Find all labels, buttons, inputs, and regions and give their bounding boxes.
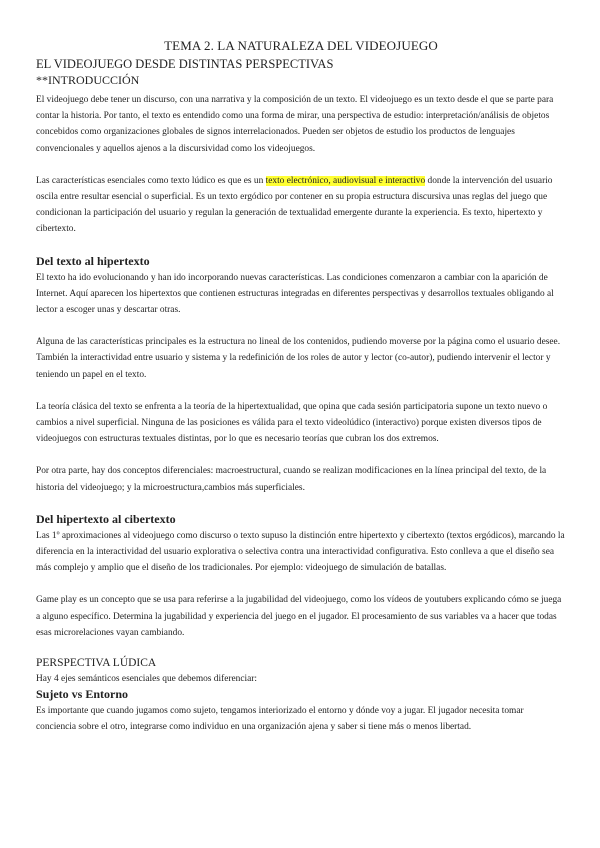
paragraph-sujeto: Es importante que cuando jugamos como sujeto, tengamos interiorizado el entorno y dónde voy a jugar. El jugador necesita tomar conciencia sobre el otro, integrarse como individuo en una organización ajena y saber si tiene más o menos libertad.	[36, 706, 524, 733]
paragraph-cibertexto-1: Las 1º aproximaciones al videojuego como discurso o texto supuso la distinción entre hipertexto y cibertexto (textos ergódicos), marcando la diferencia en la interactividad del usuario explorativa o selectiva contra una interactividad configurativa. Esto conlleva a que el diseño sea más complejo y amplio que el diseño de los tradicionales. Por ejemplo: videojuego de simulación de batallas.	[36, 530, 565, 574]
paragraph-intro: El videojuego debe tener un discurso, con una narrativa y la composición de un texto. El videojuego es un texto desde el que se parte para contar la historia. Por tanto, el texto es entendido como una forma de mirar, una perspectiva de estudio: interpretación/análisis de objetos concebidos como organizaciones globales de signos interrelacionados. Pueden ser objetos de estudio los productos de lenguajes convencionales y aquellos ajenos a la discursividad como los videojuegos.	[36, 95, 554, 154]
section-heading-sujeto: Sujeto vs Entorno	[36, 687, 129, 702]
section-heading-cibertexto: Del hipertexto al cibertexto	[36, 511, 176, 526]
paragraph-hipertexto-3: La teoría clásica del texto se enfrenta a la teoría de la hipertextualidad, que opina que cada sesión participatoria supone un texto nuevo o cambios a nivel superficial. Ninguna de las posiciones es válida para el texto videolúdico (interactivo) porque existen diversos tipos de videojuegos con estructuras textuales distintas, por lo que es necesario teorías que cubran los dos extremos.	[36, 401, 548, 445]
paragraph-characteristics	[36, 173, 566, 238]
highlighted-text: texto electrónico, audiovisual e interactivo	[265, 175, 426, 186]
paragraph-hipertexto-2: Alguna de las características principales es la estructura no lineal de los contenidos, pudiendo moverse por la página como el usuario desee. También la interactividad entre usuario y sistema y la redefinición de los roles de autor y lector (co-autor), pudiendo intervenir el lector y teniendo un papel en el texto.	[36, 337, 561, 380]
paragraph-hipertexto-4: Por otra parte, hay dos conceptos diferenciales: macroestructural, cuando se realizan modificaciones en la línea principal del texto, de la historia del videojuego; y la microestructura,cambios más superficiales.	[36, 466, 547, 493]
paragraph-ludica: Hay 4 ejes semánticos esenciales que debemos diferenciar:	[36, 674, 258, 685]
document-subtitle: EL VIDEOJUEGO DESDE DISTINTAS PERSPECTIVAS	[36, 57, 334, 71]
paragraph-text: donde la intervención del usuario oscila entre resultar esencial o superficial. Es un texto ergódico por contener en su propia estructura discursiva unas reglas del juego que condicionan la participación del usuario y regulan la generación de textualidad emergente durante la experiencia. Es texto, hipertexto y cibertexto.	[36, 175, 553, 235]
paragraph-text: Las características esenciales como texto lúdico es que es un	[36, 175, 266, 186]
section-heading-hipertexto: Del texto al hipertexto	[36, 253, 150, 268]
document-page	[36, 38, 566, 736]
paragraph-hipertexto-1: El texto ha ido evolucionando y han ido incorporando nuevas características. Las condiciones comenzaron a cambiar con la aparición de Internet. Aquí aparecen los hipertextos que contienen estructuras integradas en diferentes perspectivas y desarrollos textuales obligando al lector a escoger unas y descartar otras.	[36, 272, 554, 316]
document-title: TEMA 2. LA NATURALEZA DEL VIDEOJUEGO	[164, 38, 438, 53]
section-heading-ludica: PERSPECTIVA LÚDICA	[36, 657, 157, 670]
intro-heading: **INTRODUCCIÓN	[36, 73, 140, 87]
paragraph-cibertexto-2: Game play es un concepto que se usa para referirse a la jugabilidad del videojuego, como los vídeos de youtubers explicando cómo se juega a alguno específico. Determina la jugabilidad y experiencia del juego en el jugador. El procesamiento de sus variables va a hacer que todas esas microrelaciones vayan cambiando.	[36, 595, 562, 638]
